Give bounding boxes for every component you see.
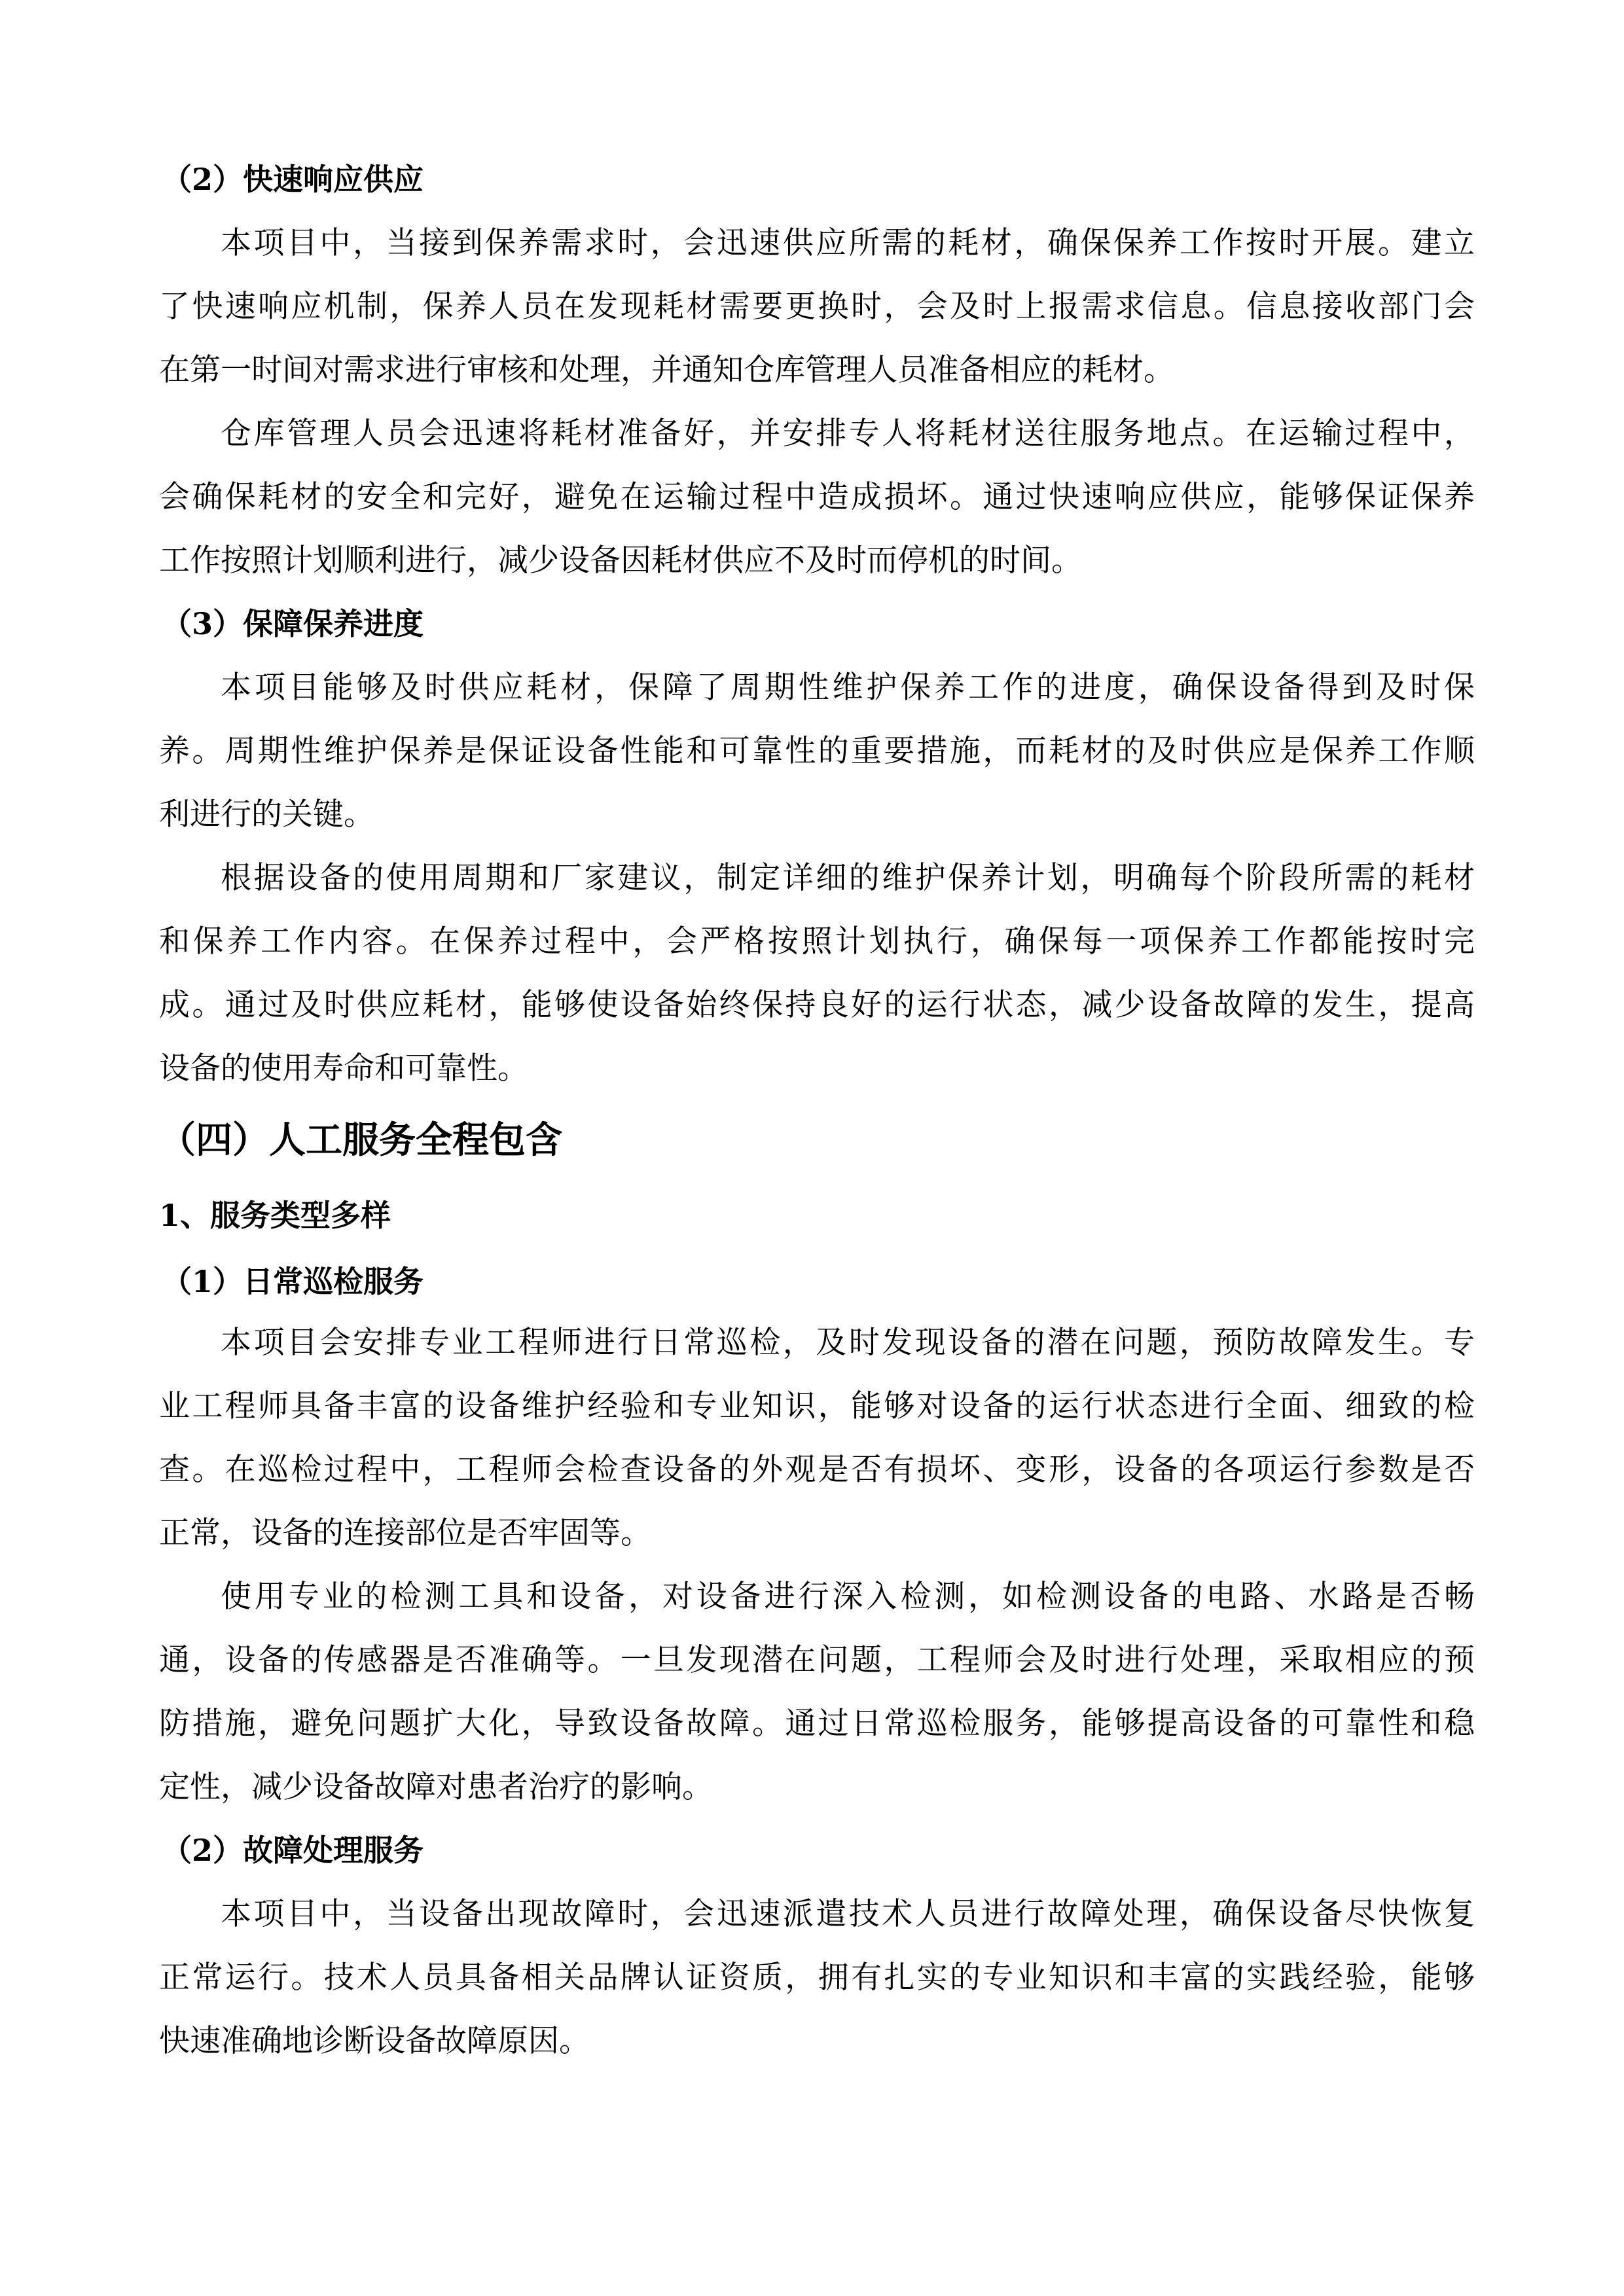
paragraph-line: 正常，设备的连接部位是否牢固等。 (159, 1515, 651, 1551)
paragraph-line: 正常运行。技术人员具备相关品牌认证资质，拥有扎实的专业知识和丰富的实践经验，能够 (159, 1960, 1475, 1996)
paragraph (159, 1565, 1475, 1819)
paragraph-line: 利进行的关键。 (159, 797, 374, 833)
document-page (159, 148, 1475, 2073)
paragraph-line: 成。通过及时供应耗材，能够使设备始终保持良好的运行状态，减少设备故障的发生，提高 (159, 987, 1475, 1023)
paragraph-line: 本项目中，当设备出现故障时，会迅速派遣技术人员进行故障处理，确保设备尽快恢复 (221, 1896, 1475, 1932)
paragraph-line: 设备的使用寿命和可靠性。 (159, 1050, 528, 1086)
paragraph-line: 通，设备的传感器是否准确等。一旦发现潜在问题，工程师会及时进行处理，采取相应的预 (159, 1642, 1475, 1678)
paragraph (159, 1311, 1475, 1565)
item-heading: （2）故障处理服务 (162, 1833, 424, 1868)
paragraph (159, 846, 1475, 1100)
paragraph-line: 本项目能够及时供应耗材，保障了周期性维护保养工作的进度，确保设备得到及时保 (221, 670, 1475, 706)
paragraph-line: 了快速响应机制，保养人员在发现耗材需要更换时，会及时上报需求信息。信息接收部门会 (159, 289, 1475, 325)
paragraph-line: 会确保耗材的安全和完好，避免在运输过程中造成损坏。通过快速响应供应，能够保证保养 (159, 479, 1475, 515)
item-heading: （2）快速响应供应 (162, 162, 424, 197)
paragraph-line: 养。周期性维护保养是保证设备性能和可靠性的重要措施，而耗材的及时供应是保养工作顺 (159, 733, 1475, 769)
paragraph-line: 查。在巡检过程中，工程师会检查设备的外观是否有损坏、变形，设备的各项运行参数是否 (159, 1452, 1475, 1488)
paragraph-line: 使用专业的检测工具和设备，对设备进行深入检测，如检测设备的电路、水路是否畅 (221, 1579, 1475, 1615)
paragraph (159, 656, 1475, 846)
paragraph (159, 402, 1475, 592)
paragraph-line: 仓库管理人员会迅速将耗材准备好，并安排专人将耗材送往服务地点。在运输过程中， (221, 416, 1475, 452)
item-heading: （3）保障保养进度 (162, 606, 424, 641)
paragraph-line: 快速准确地诊断设备故障原因。 (159, 2023, 590, 2059)
paragraph (159, 211, 1475, 402)
paragraph-line: 在第一时间对需求进行审核和处理，并通知仓库管理人员准备相应的耗材。 (159, 352, 1174, 388)
paragraph-line: 工作按照计划顺利进行，减少设备因耗材供应不及时而停机的时间。 (159, 543, 1082, 579)
paragraph-line: 定性，减少设备故障对患者治疗的影响。 (159, 1769, 713, 1805)
paragraph (159, 1882, 1475, 2073)
section-heading: （四）人工服务全程包含 (159, 1119, 562, 1162)
paragraph-line: 本项目中，当接到保养需求时，会迅速供应所需的耗材，确保保养工作按时开展。建立 (221, 225, 1475, 261)
paragraph-line: 根据设备的使用周期和厂家建议，制定详细的维护保养计划，明确每个阶段所需的耗材 (221, 860, 1475, 896)
item-heading: （1）日常巡检服务 (162, 1264, 424, 1299)
subsection-heading: 1、服务类型多样 (159, 1198, 391, 1233)
paragraph-line: 防措施，避免问题扩大化，导致设备故障。通过日常巡检服务，能够提高设备的可靠性和稳 (159, 1706, 1475, 1742)
paragraph-line: 本项目会安排专业工程师进行日常巡检，及时发现设备的潜在问题，预防故障发生。专 (221, 1325, 1475, 1361)
paragraph-line: 业工程师具备丰富的设备维护经验和专业知识，能够对设备的运行状态进行全面、细致的检 (159, 1388, 1475, 1424)
paragraph-line: 和保养工作内容。在保养过程中，会严格按照计划执行，确保每一项保养工作都能按时完 (159, 924, 1475, 960)
